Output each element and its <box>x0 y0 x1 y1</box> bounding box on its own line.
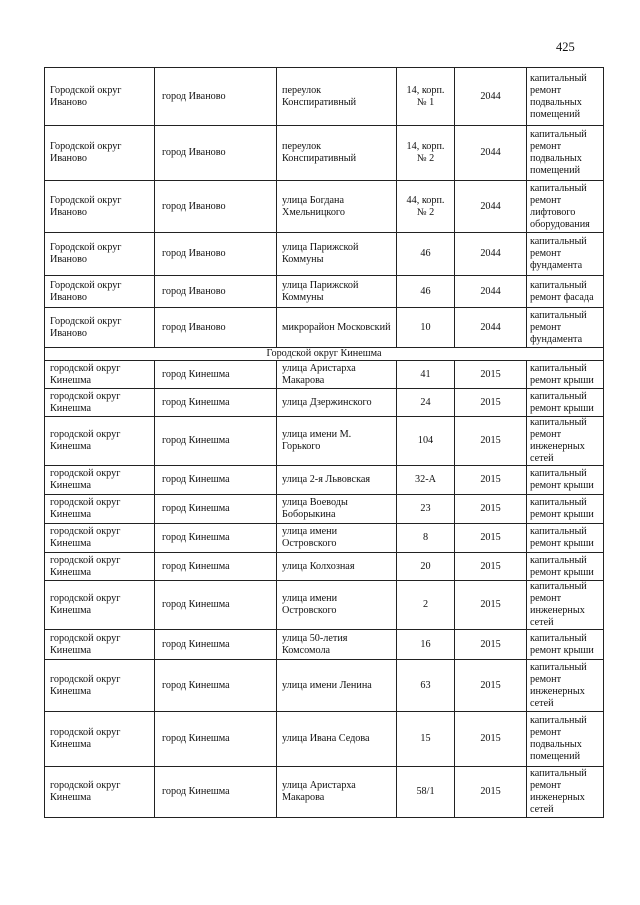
cell-municipality: Городской округ Иваново <box>45 126 155 181</box>
cell-street: улица Парижской Коммуны <box>277 276 397 308</box>
cell-settlement: город Кинешма <box>155 630 277 660</box>
cell-street: улица имени Островского <box>277 581 397 630</box>
cell-work-type: капитальный ремонт крыши <box>527 630 604 660</box>
cell-settlement: город Иваново <box>155 233 277 276</box>
cell-work-type: капитальный ремонт лифтового оборудования <box>527 181 604 233</box>
repair-schedule-table <box>44 67 604 818</box>
cell-house: 24 <box>397 389 455 417</box>
cell-street: улица Колхозная <box>277 553 397 581</box>
cell-settlement: город Иваново <box>155 68 277 126</box>
cell-house: 8 <box>397 524 455 553</box>
cell-work-type: капитальный ремонт крыши <box>527 466 604 495</box>
cell-house: 10 <box>397 308 455 348</box>
cell-work-type: капитальный ремонт фасада <box>527 276 604 308</box>
cell-house: 23 <box>397 495 455 524</box>
cell-street: улица 50-летия Комсомола <box>277 630 397 660</box>
cell-municipality: городской округ Кинешма <box>45 389 155 417</box>
cell-settlement: город Кинешма <box>155 712 277 767</box>
cell-year: 2015 <box>455 767 527 818</box>
table-row <box>45 126 604 181</box>
cell-settlement: город Иваново <box>155 276 277 308</box>
cell-work-type: капитальный ремонт подвальных помещений <box>527 126 604 181</box>
cell-year: 2044 <box>455 181 527 233</box>
table-row <box>45 524 604 553</box>
cell-settlement: город Кинешма <box>155 553 277 581</box>
cell-settlement: город Кинешма <box>155 495 277 524</box>
cell-settlement: город Иваново <box>155 181 277 233</box>
cell-year: 2044 <box>455 276 527 308</box>
cell-settlement: город Иваново <box>155 126 277 181</box>
cell-municipality: городской округ Кинешма <box>45 553 155 581</box>
cell-settlement: город Кинешма <box>155 389 277 417</box>
cell-work-type: капитальный ремонт подвальных помещений <box>527 712 604 767</box>
cell-municipality: городской округ Кинешма <box>45 581 155 630</box>
cell-street: улица имени Ленина <box>277 660 397 712</box>
cell-house: 104 <box>397 417 455 466</box>
cell-year: 2015 <box>455 417 527 466</box>
cell-municipality: Городской округ Иваново <box>45 276 155 308</box>
table-row <box>45 553 604 581</box>
cell-street: переулок Конспиративный <box>277 126 397 181</box>
table-row <box>45 767 604 818</box>
cell-municipality: городской округ Кинешма <box>45 767 155 818</box>
cell-work-type: капитальный ремонт крыши <box>527 389 604 417</box>
cell-settlement: город Кинешма <box>155 660 277 712</box>
cell-municipality: городской округ Кинешма <box>45 361 155 389</box>
cell-street: улица Богдана Хмельницкого <box>277 181 397 233</box>
cell-settlement: город Кинешма <box>155 417 277 466</box>
cell-municipality: городской округ Кинешма <box>45 712 155 767</box>
cell-house: 2 <box>397 581 455 630</box>
cell-year: 2015 <box>455 466 527 495</box>
table-row <box>45 308 604 348</box>
table-row <box>45 276 604 308</box>
cell-street: улица имени М. Горького <box>277 417 397 466</box>
cell-work-type: капитальный ремонт инженерных сетей <box>527 767 604 818</box>
cell-municipality: городской округ Кинешма <box>45 466 155 495</box>
cell-house: 14, корп. № 2 <box>397 126 455 181</box>
table-row <box>45 712 604 767</box>
cell-year: 2015 <box>455 660 527 712</box>
cell-settlement: город Кинешма <box>155 466 277 495</box>
cell-municipality: городской округ Кинешма <box>45 524 155 553</box>
cell-work-type: капитальный ремонт подвальных помещений <box>527 68 604 126</box>
cell-street: улица Аристарха Макарова <box>277 767 397 818</box>
cell-municipality: городской округ Кинешма <box>45 660 155 712</box>
cell-house: 15 <box>397 712 455 767</box>
cell-year: 2015 <box>455 361 527 389</box>
cell-year: 2015 <box>455 495 527 524</box>
table-row <box>45 233 604 276</box>
cell-street: улица Аристарха Макарова <box>277 361 397 389</box>
section-row <box>45 348 604 361</box>
cell-street: улица имени Островского <box>277 524 397 553</box>
cell-settlement: город Кинешма <box>155 767 277 818</box>
cell-year: 2015 <box>455 630 527 660</box>
cell-year: 2015 <box>455 389 527 417</box>
cell-work-type: капитальный ремонт фундамента <box>527 233 604 276</box>
cell-work-type: капитальный ремонт инженерных сетей <box>527 417 604 466</box>
cell-year: 2044 <box>455 126 527 181</box>
cell-work-type: капитальный ремонт фундамента <box>527 308 604 348</box>
cell-year: 2044 <box>455 68 527 126</box>
table-row <box>45 581 604 630</box>
cell-year: 2015 <box>455 524 527 553</box>
cell-street: улица Дзержинского <box>277 389 397 417</box>
table-row <box>45 495 604 524</box>
cell-house: 14, корп. № 1 <box>397 68 455 126</box>
cell-municipality: Городской округ Иваново <box>45 308 155 348</box>
cell-house: 58/1 <box>397 767 455 818</box>
cell-work-type: капитальный ремонт крыши <box>527 361 604 389</box>
cell-year: 2044 <box>455 233 527 276</box>
cell-municipality: Городской округ Иваново <box>45 233 155 276</box>
cell-settlement: город Кинешма <box>155 581 277 630</box>
cell-street: переулок Конспиративный <box>277 68 397 126</box>
cell-settlement: город Кинешма <box>155 361 277 389</box>
cell-municipality: городской округ Кинешма <box>45 417 155 466</box>
table-row <box>45 660 604 712</box>
cell-house: 16 <box>397 630 455 660</box>
cell-settlement: город Кинешма <box>155 524 277 553</box>
cell-municipality: Городской округ Иваново <box>45 181 155 233</box>
cell-house: 32-А <box>397 466 455 495</box>
table-row <box>45 361 604 389</box>
cell-house: 44, корп. № 2 <box>397 181 455 233</box>
cell-work-type: капитальный ремонт крыши <box>527 524 604 553</box>
cell-settlement: город Иваново <box>155 308 277 348</box>
cell-municipality: городской округ Кинешма <box>45 630 155 660</box>
cell-street: улица Парижской Коммуны <box>277 233 397 276</box>
table-body <box>45 68 604 818</box>
cell-year: 2015 <box>455 712 527 767</box>
cell-work-type: капитальный ремонт крыши <box>527 495 604 524</box>
cell-street: микрорайон Московский <box>277 308 397 348</box>
cell-work-type: капитальный ремонт инженерных сетей <box>527 660 604 712</box>
table-row <box>45 181 604 233</box>
cell-year: 2015 <box>455 581 527 630</box>
cell-street: улица Ивана Седова <box>277 712 397 767</box>
table-row <box>45 68 604 126</box>
cell-house: 41 <box>397 361 455 389</box>
cell-year: 2015 <box>455 553 527 581</box>
cell-street: улица Воеводы Боборыкина <box>277 495 397 524</box>
section-title: Городской округ Кинешма <box>45 348 604 361</box>
cell-work-type: капитальный ремонт инженерных сетей <box>527 581 604 630</box>
table-row <box>45 466 604 495</box>
cell-house: 63 <box>397 660 455 712</box>
cell-street: улица 2-я Львовская <box>277 466 397 495</box>
cell-house: 20 <box>397 553 455 581</box>
page-number: 425 <box>556 40 575 54</box>
cell-municipality: городской округ Кинешма <box>45 495 155 524</box>
table-row <box>45 630 604 660</box>
cell-municipality: Городской округ Иваново <box>45 68 155 126</box>
cell-year: 2044 <box>455 308 527 348</box>
cell-work-type: капитальный ремонт крыши <box>527 553 604 581</box>
table-row <box>45 389 604 417</box>
cell-house: 46 <box>397 233 455 276</box>
cell-house: 46 <box>397 276 455 308</box>
table-row <box>45 417 604 466</box>
